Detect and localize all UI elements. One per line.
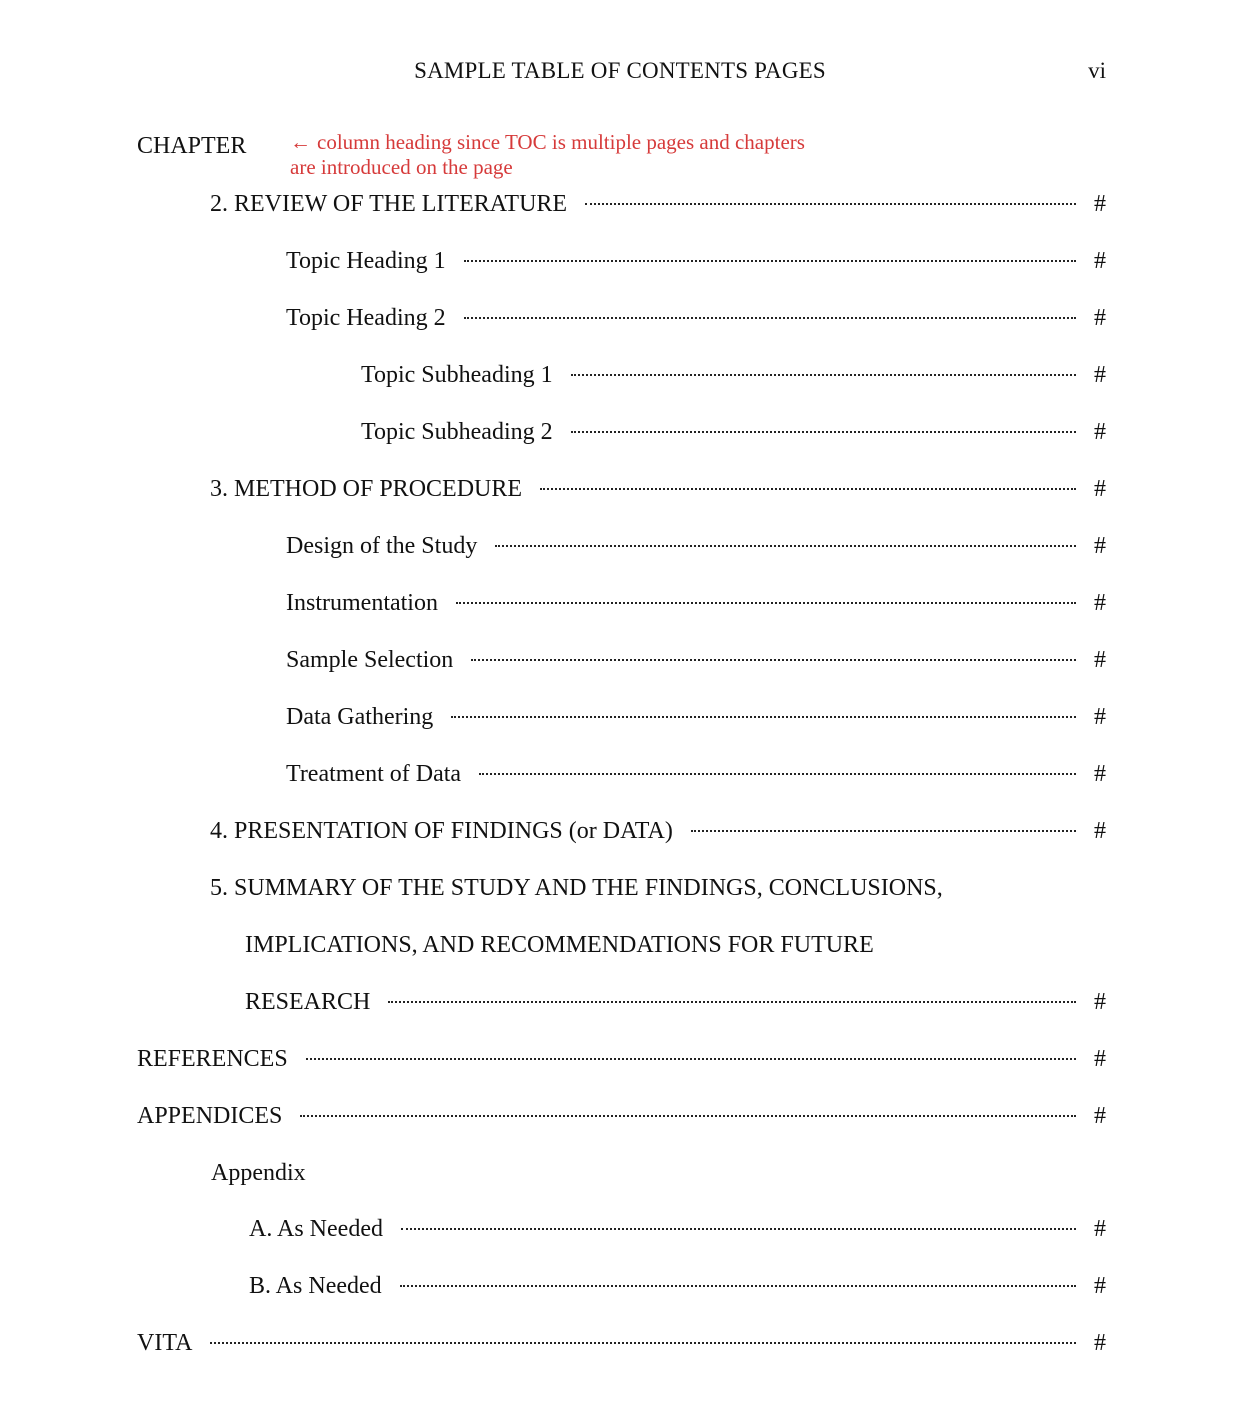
annotation-note — [290, 130, 910, 180]
toc-entry-chapter-5-line-3[interactable] — [245, 987, 1106, 1017]
toc-entry-topic-subheading-1[interactable] — [361, 360, 1106, 390]
toc-entry-page: # — [1094, 761, 1106, 787]
toc-entry-label: Data Gathering — [286, 704, 434, 730]
toc-entry-label: 5. SUMMARY OF THE STUDY AND THE FINDINGS, CONCLUSIONS, — [210, 875, 943, 901]
toc-entry-page: # — [1094, 1330, 1106, 1356]
toc-entry-chapter-5-line-2[interactable] — [245, 930, 1106, 960]
toc-entry-label: B. As Needed — [249, 1273, 382, 1299]
toc-entry-label: Topic Heading 1 — [286, 248, 446, 274]
toc-entry-label: VITA — [137, 1330, 193, 1356]
dot-leader — [585, 203, 1076, 205]
annotation-text-2: are introduced on the page — [290, 155, 513, 179]
dot-leader — [479, 773, 1076, 775]
annotation-text-1: column heading since TOC is multiple pages and chapters — [317, 130, 805, 154]
toc-entry-appendix-heading — [211, 1158, 1106, 1188]
toc-entry-chapter-5-line-1[interactable] — [210, 873, 1106, 903]
toc-entry-chapter-3[interactable] — [210, 474, 1106, 504]
chapter-column-heading: CHAPTER — [137, 133, 247, 159]
toc-entry-label: Treatment of Data — [286, 761, 462, 787]
annotation-line-1 — [290, 130, 910, 155]
dot-leader — [456, 602, 1076, 604]
dot-leader — [210, 1342, 1076, 1344]
toc-entry-page: # — [1094, 818, 1106, 844]
toc-entry-page: # — [1094, 1103, 1106, 1129]
toc-entry-label: Topic Subheading 1 — [361, 362, 553, 388]
toc-entry-page: # — [1094, 248, 1106, 274]
dot-leader — [306, 1058, 1076, 1060]
toc-entry-topic-heading-2[interactable] — [286, 303, 1106, 333]
toc-entry-data-gathering[interactable] — [286, 702, 1106, 732]
dot-leader — [571, 374, 1076, 376]
dot-leader — [300, 1115, 1076, 1117]
page-title: SAMPLE TABLE OF CONTENTS PAGES — [414, 58, 826, 83]
toc-entry-page: # — [1094, 1273, 1106, 1299]
dot-leader — [540, 488, 1076, 490]
dot-leader — [571, 431, 1076, 433]
left-arrow-icon: ← — [290, 130, 311, 154]
toc-entry-page: # — [1094, 362, 1106, 388]
toc-entry-label: A. As Needed — [249, 1216, 383, 1242]
toc-entry-label: 4. PRESENTATION OF FINDINGS (or DATA) — [210, 818, 673, 844]
toc-entry-label: RESEARCH — [245, 989, 371, 1015]
toc-entry-page: # — [1094, 191, 1106, 217]
toc-entry-label: Instrumentation — [286, 590, 438, 616]
toc-entry-label: Topic Subheading 2 — [361, 419, 553, 445]
toc-entry-page: # — [1094, 419, 1106, 445]
toc-entry-page: # — [1094, 533, 1106, 559]
toc-entry-references[interactable] — [137, 1044, 1106, 1074]
toc-entry-label: IMPLICATIONS, AND RECOMMENDATIONS FOR FUTURE — [245, 932, 874, 958]
toc-entry-label: Appendix — [211, 1160, 306, 1186]
dot-leader — [400, 1285, 1076, 1287]
toc-entry-label: 2. REVIEW OF THE LITERATURE — [210, 191, 568, 217]
toc-entry-chapter-4[interactable] — [210, 816, 1106, 846]
dot-leader — [451, 716, 1076, 718]
toc-entry-appendix-a[interactable] — [249, 1214, 1106, 1244]
dot-leader — [471, 659, 1076, 661]
toc-entry-topic-heading-1[interactable] — [286, 246, 1106, 276]
dot-leader — [691, 830, 1076, 832]
toc-entry-label: 3. METHOD OF PROCEDURE — [210, 476, 523, 502]
toc-entry-appendices[interactable] — [137, 1101, 1106, 1131]
toc-entry-chapter-2[interactable] — [210, 189, 1106, 219]
toc-entry-page: # — [1094, 1216, 1106, 1242]
toc-entry-sample-selection[interactable] — [286, 645, 1106, 675]
toc-entry-topic-subheading-2[interactable] — [361, 417, 1106, 447]
dot-leader — [464, 260, 1076, 262]
toc-entry-page: # — [1094, 476, 1106, 502]
toc-entry-page: # — [1094, 305, 1106, 331]
toc-entry-appendix-b[interactable] — [249, 1271, 1106, 1301]
toc-entry-page: # — [1094, 1046, 1106, 1072]
dot-leader — [495, 545, 1076, 547]
dot-leader — [388, 1001, 1076, 1003]
toc-entry-page: # — [1094, 704, 1106, 730]
toc-entry-label: APPENDICES — [137, 1103, 283, 1129]
toc-entry-label: Design of the Study — [286, 533, 478, 559]
toc-entry-instrumentation[interactable] — [286, 588, 1106, 618]
toc-entry-vita[interactable] — [137, 1328, 1106, 1358]
toc-entry-page: # — [1094, 647, 1106, 673]
toc-entry-label: Topic Heading 2 — [286, 305, 446, 331]
dot-leader — [401, 1228, 1076, 1230]
toc-entry-page: # — [1094, 590, 1106, 616]
toc-entry-page: # — [1094, 989, 1106, 1015]
toc-entry-design-of-study[interactable] — [286, 531, 1106, 561]
dot-leader — [464, 317, 1076, 319]
toc-entry-treatment-of-data[interactable] — [286, 759, 1106, 789]
toc-entry-label: REFERENCES — [137, 1046, 288, 1072]
toc-entry-label: Sample Selection — [286, 647, 454, 673]
page-number: vi — [1088, 58, 1106, 83]
